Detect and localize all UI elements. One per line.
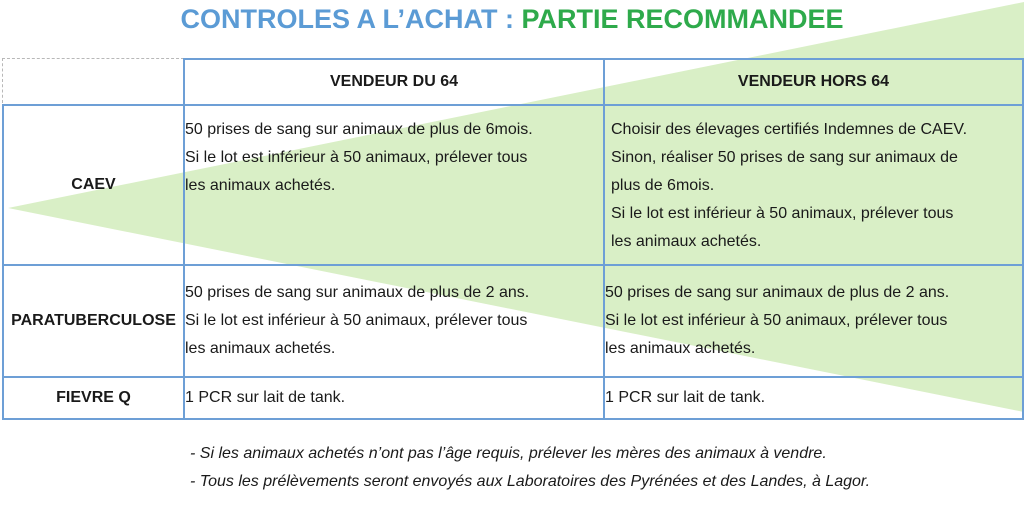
table-row-caev [3, 105, 1023, 265]
text-line: 1 PCR sur lait de tank. [605, 389, 766, 406]
row-label-caev: CAEV [3, 105, 184, 265]
text-line: Si le lot est inférieur à 50 animaux, prélever tous [185, 149, 528, 166]
text-line: les animaux achetés. [605, 340, 756, 357]
page-title [0, 4, 1024, 35]
text-line: 50 prises de sang sur animaux de plus de 2 ans. [185, 284, 530, 301]
text-line: Si le lot est inférieur à 50 animaux, prélever tous [605, 312, 948, 329]
text-line: 1 PCR sur lait de tank. [185, 389, 346, 406]
text-line: Sinon, réaliser 50 prises de sang sur animaux de [611, 149, 958, 166]
footnote-laboratory: - Tous les prélèvements seront envoyés aux Laboratoires des Pyrénées et des Landes, à Lagor. [190, 473, 871, 490]
text-line: Si le lot est inférieur à 50 animaux, prélever tous [611, 205, 954, 222]
text-line: les animaux achetés. [185, 340, 336, 357]
text-line: 50 prises de sang sur animaux de plus de 6mois. [185, 121, 533, 138]
cell-caev-seller-outside-64 [604, 105, 1023, 265]
table-header-row [3, 59, 1023, 105]
text-line: les animaux achetés. [185, 177, 336, 194]
title-part-controls: CONTROLES A L’ACHAT : [180, 4, 522, 34]
row-label-fievre-q: FIEVRE Q [3, 377, 184, 419]
cell-fievre-q-seller-outside-64 [604, 377, 1023, 419]
text-line: plus de 6mois. [611, 177, 715, 194]
row-label-paratuberculose: PARATUBERCULOSE [3, 265, 184, 377]
text-line: 50 prises de sang sur animaux de plus de 2 ans. [605, 284, 950, 301]
cell-fievre-q-seller-64 [184, 377, 604, 419]
table-row-paratuberculose [3, 265, 1023, 377]
text-line: Si le lot est inférieur à 50 animaux, prélever tous [185, 312, 528, 329]
cell-caev-seller-64 [184, 105, 604, 265]
footnotes [190, 440, 870, 496]
table-row-fievre-q [3, 377, 1023, 419]
table-corner [3, 59, 184, 105]
controls-table [2, 58, 1024, 420]
text-line: les animaux achetés. [611, 233, 762, 250]
cell-paratuberculose-seller-64 [184, 265, 604, 377]
header-seller-outside-64: VENDEUR HORS 64 [604, 59, 1023, 105]
header-seller-64: VENDEUR DU 64 [184, 59, 604, 105]
footnote-age: - Si les animaux achetés n’ont pas l’âge requis, prélever les mères des animaux à vendre. [190, 445, 827, 462]
text-line: Choisir des élevages certifiés Indemnes de CAEV. [611, 121, 968, 138]
cell-paratuberculose-seller-outside-64 [604, 265, 1023, 377]
title-part-recommended: PARTIE RECOMMANDEE [521, 4, 844, 34]
